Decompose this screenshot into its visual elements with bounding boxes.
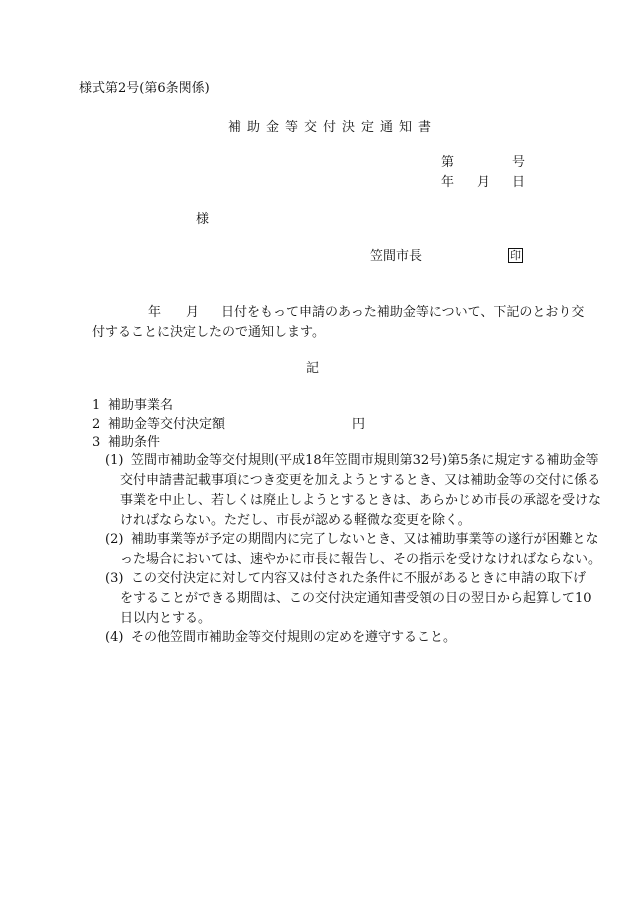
intro-year-label: 年 [148,305,162,320]
date-month-label: 月 [477,175,491,190]
date-year-label: 年 [441,175,455,190]
condition-4-num: (4) [105,630,124,645]
ki-heading: 記 [306,361,320,376]
condition-1-line-2: 交付申請書記載事項につき変更を加えようとするとき、又は補助金等の交付に係る [120,473,601,488]
addressee-suffix: 様 [196,212,210,227]
ref-no-go: 号 [512,155,526,170]
intro-month-label: 月 [186,305,200,320]
seal-mark [508,248,523,263]
item-2-unit: 円 [352,417,366,432]
condition-3-line-1: この交付決定に対して内容又は付された条件に不服があるときに申請の取下げ [131,571,587,586]
condition-3-line-3: 日以内とする。 [120,611,212,626]
document-title: 補助金等交付決定通知書 [228,120,438,135]
item-3-label: 補助条件 [108,435,161,450]
seal-icon: 印 [510,249,521,262]
condition-1-line-3: 事業を中止し、若しくは廃止しようとするときは、あらかじめ市長の承認を受けな [120,493,602,508]
condition-2-line-2: った場合においては、速やかに市長に報告し、その指示を受けなければならない。 [120,552,602,567]
item-2-num: 2 [92,417,101,432]
intro-line-2: 付することに決定したので通知します。 [92,325,325,340]
issuer-name: 笠間市長 [370,249,423,264]
item-2-label: 補助金等交付決定額 [108,417,226,432]
condition-1-line-1: 笠間市補助金等交付規則(平成18年笠間市規則第32号)第5条に規定する補助金等 [131,453,599,468]
form-label: 様式第2号(第6条関係) [79,81,210,96]
condition-2-line-1: 補助事業等が予定の期間内に完了しないとき、又は補助事業等の遂行が困難とな [131,532,599,547]
condition-3-num: (3) [105,571,124,586]
condition-3-line-2: をすることができる期間は、この交付決定通知書受領の日の翌日から起算して10 [120,591,592,606]
condition-1-line-4: ければならない。ただし、市長が認める軽微な変更を除く。 [120,513,471,528]
date-day-label: 日 [512,175,526,190]
condition-4-line-1: その他笠間市補助金等交付規則の定めを遵守すること。 [131,630,457,645]
item-1-label: 補助事業名 [108,398,174,413]
condition-2-num: (2) [105,532,124,547]
item-3-num: 3 [92,435,101,450]
item-1-num: 1 [92,398,101,413]
ref-no-dai: 第 [441,155,455,170]
condition-1-num: (1) [105,453,124,468]
intro-line-1: 日付をもって申請のあった補助金等について、下記のとおり交 [221,305,585,320]
